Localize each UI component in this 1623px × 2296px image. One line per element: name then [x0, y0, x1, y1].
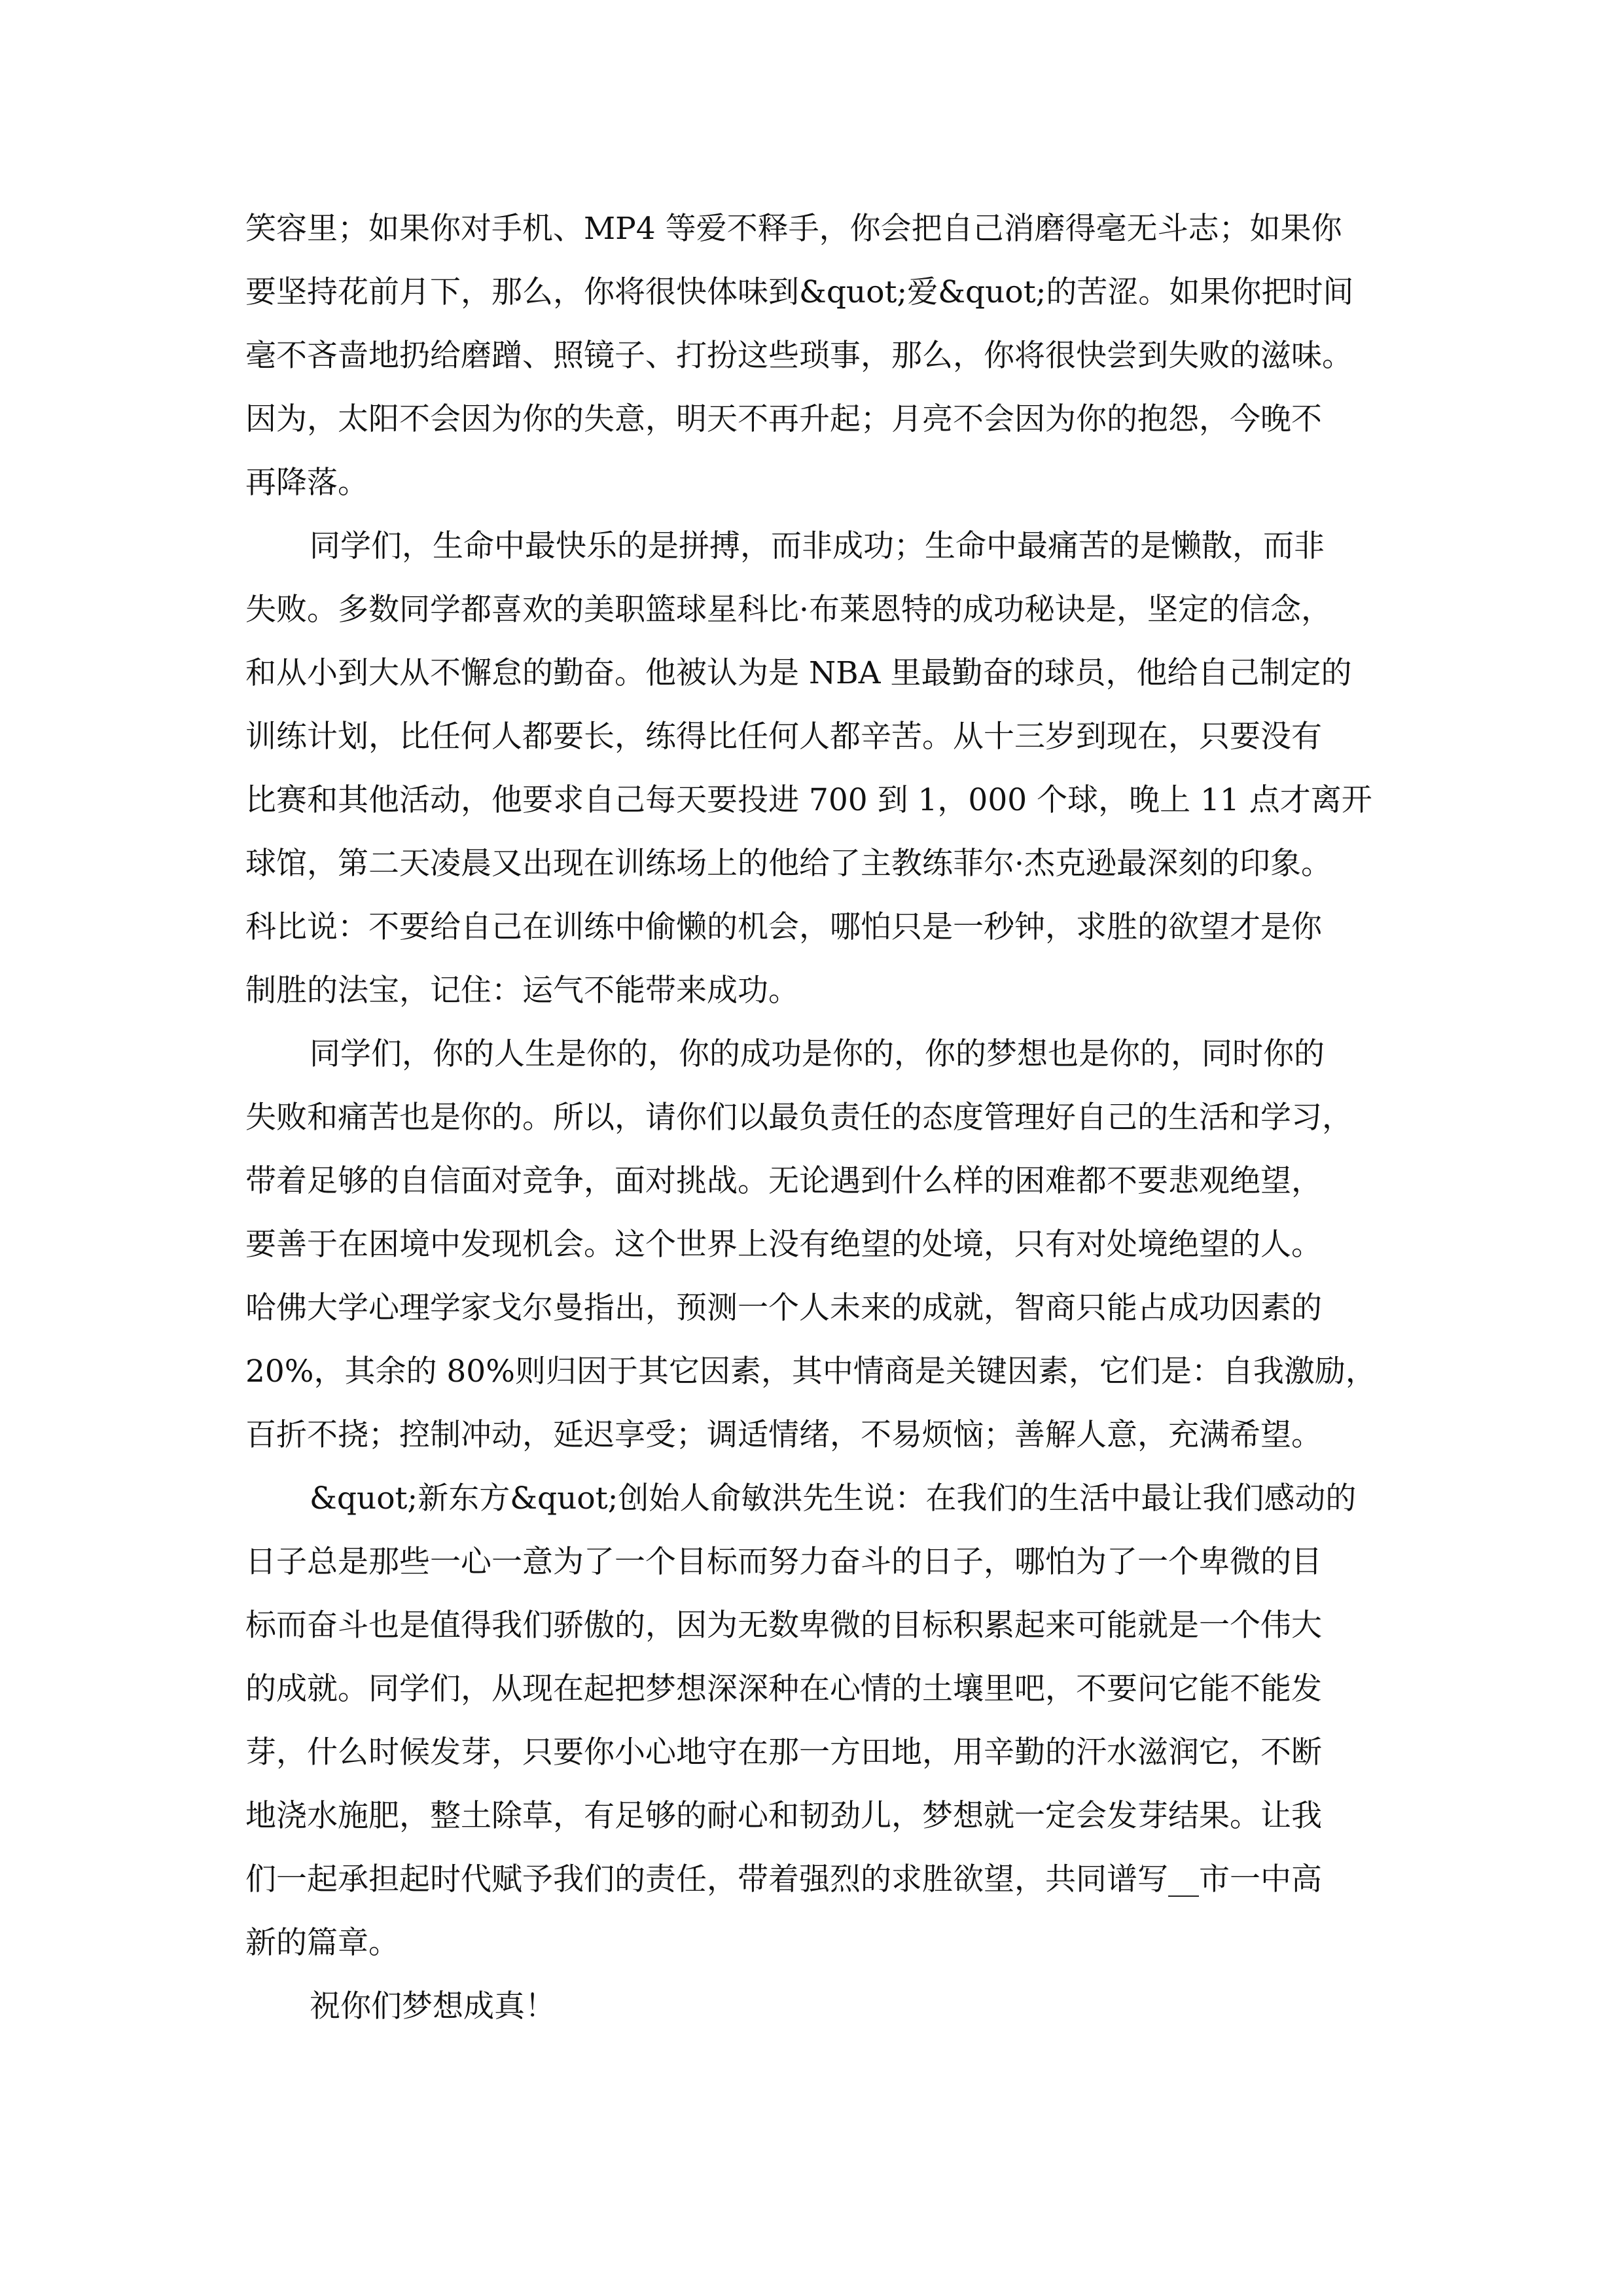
text-line: 要善于在困境中发现机会。这个世界上没有绝望的处境，只有对处境绝望的人。: [245, 1227, 1322, 1263]
text-line: 们一起承担起时代赋予我们的责任，带着强烈的求胜欲望，共同谱写__市一中高: [245, 1861, 1322, 1897]
closing-line: 祝你们梦想成真！: [310, 1988, 556, 2024]
text-line: 20%，其余的 80%则归因于其它因素，其中情商是关键因素，它们是：自我激励，: [245, 1354, 1376, 1390]
text-line: 训练计划，比任何人都要长，练得比任何人都辛苦。从十三岁到现在，只要没有: [245, 719, 1322, 755]
text-line: 制胜的法宝，记住：运气不能带来成功。: [245, 973, 799, 1009]
text-line: 再降落。: [245, 465, 368, 501]
text-line: 同学们，你的人生是你的，你的成功是你的，你的梦想也是你的，同时你的: [310, 1036, 1325, 1072]
text-line: 标而奋斗也是值得我们骄傲的，因为无数卑微的目标积累起来可能就是一个伟大: [245, 1607, 1322, 1643]
text-line: 地浇水施肥，整土除草，有足够的耐心和韧劲儿，梦想就一定会发芽结果。让我: [245, 1798, 1322, 1834]
text-line: 和从小到大从不懈怠的勤奋。他被认为是 NBA 里最勤奋的球员，他给自己制定的: [245, 655, 1352, 691]
text-line: 要坚持花前月下，那么，你将很快体味到&quot;爱&quot;的苦涩。如果你把时间: [245, 274, 1354, 310]
text-line: 因为，太阳不会因为你的失意，明天不再升起；月亮不会因为你的抱怨，今晚不: [245, 401, 1322, 437]
text-line: 同学们，生命中最快乐的是拼搏，而非成功；生命中最痛苦的是懒散，而非: [310, 528, 1325, 564]
text-line: 毫不吝啬地扔给磨蹭、照镜子、打扮这些琐事，那么，你将很快尝到失败的滋味。: [245, 338, 1353, 374]
text-line: 日子总是那些一心一意为了一个目标而努力奋斗的日子，哪怕为了一个卑微的目: [245, 1544, 1322, 1580]
text-line: 带着足够的自信面对竞争，面对挑战。无论遇到什么样的困难都不要悲观绝望，: [245, 1163, 1322, 1199]
text-line: &quot;新东方&quot;创始人俞敏洪先生说：在我们的生活中最让我们感动的: [310, 1480, 1357, 1516]
text-line: 失败和痛苦也是你的。所以，请你们以最负责任的态度管理好自己的生活和学习，: [245, 1100, 1353, 1136]
text-line: 新的篇章。: [245, 1925, 399, 1961]
text-line: 哈佛大学心理学家戈尔曼指出，预测一个人未来的成就，智商只能占成功因素的: [245, 1290, 1322, 1326]
text-line: 科比说：不要给自己在训练中偷懒的机会，哪怕只是一秒钟，求胜的欲望才是你: [245, 909, 1322, 945]
text-line: 球馆，第二天凌晨又出现在训练场上的他给了主教练菲尔·杰克逊最深刻的印象。: [245, 846, 1332, 882]
text-line: 比赛和其他活动，他要求自己每天要投进 700 到 1，000 个球，晚上 11 点才离开: [245, 782, 1372, 818]
text-line: 失败。多数同学都喜欢的美职篮球星科比·布莱恩特的成功秘诀是，坚定的信念，: [245, 592, 1332, 628]
text-line: 的成就。同学们，从现在起把梦想深深种在心情的土壤里吧，不要问它能不能发: [245, 1671, 1322, 1707]
text-line: 百折不挠；控制冲动，延迟享受；调适情绪，不易烦恼；善解人意，充满希望。: [245, 1417, 1322, 1453]
text-line: 笑容里；如果你对手机、MP4 等爱不释手，你会把自己消磨得毫无斗志；如果你: [245, 211, 1342, 247]
text-line: 芽，什么时候发芽，只要你小心地守在那一方田地，用辛勤的汗水滋润它，不断: [245, 1734, 1322, 1770]
